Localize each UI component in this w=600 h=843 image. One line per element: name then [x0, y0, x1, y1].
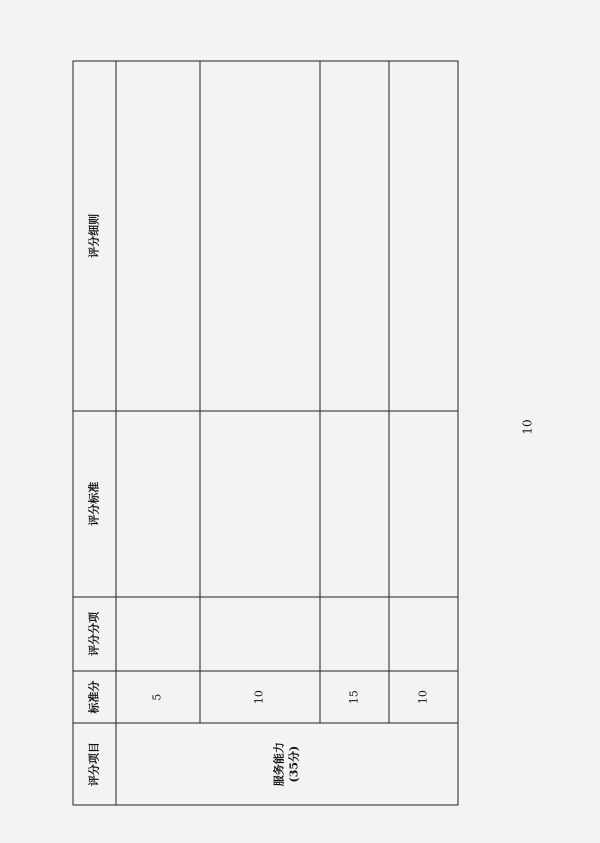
scoring-table — [72, 60, 458, 805]
table-row — [319, 61, 388, 805]
row-standard — [199, 410, 319, 596]
row-standard — [116, 410, 200, 596]
row-item — [116, 596, 200, 670]
row-standard — [388, 410, 457, 596]
table-row — [199, 61, 319, 805]
header-sub-item: 评分分项 — [73, 596, 116, 670]
row-score: 5 — [116, 671, 200, 723]
row-details — [199, 61, 319, 411]
header-scoring-details: 评分细则 — [73, 61, 116, 411]
row-details — [388, 61, 457, 411]
table-row — [116, 61, 200, 805]
row-item — [388, 596, 457, 670]
row-details — [319, 61, 388, 411]
row-details — [116, 61, 200, 411]
section-title: 服务能力 — [271, 741, 285, 786]
table-row — [388, 61, 457, 805]
row-standard — [319, 410, 388, 596]
row-score: 15 — [319, 671, 388, 723]
header-standard-score: 标准分 — [73, 671, 116, 723]
section-subtitle: (35分) — [286, 745, 300, 782]
header-scoring-standard: 评分标准 — [73, 410, 116, 596]
header-scoring-item: 评分项目 — [73, 723, 116, 805]
rotated-table-wrapper — [72, 60, 458, 805]
row-score: 10 — [388, 671, 457, 723]
row-item — [199, 596, 319, 670]
row-item — [319, 596, 388, 670]
table-header-row — [73, 61, 116, 805]
page-number: 10 — [520, 419, 535, 435]
section-cell — [116, 723, 458, 805]
row-score: 10 — [199, 671, 319, 723]
